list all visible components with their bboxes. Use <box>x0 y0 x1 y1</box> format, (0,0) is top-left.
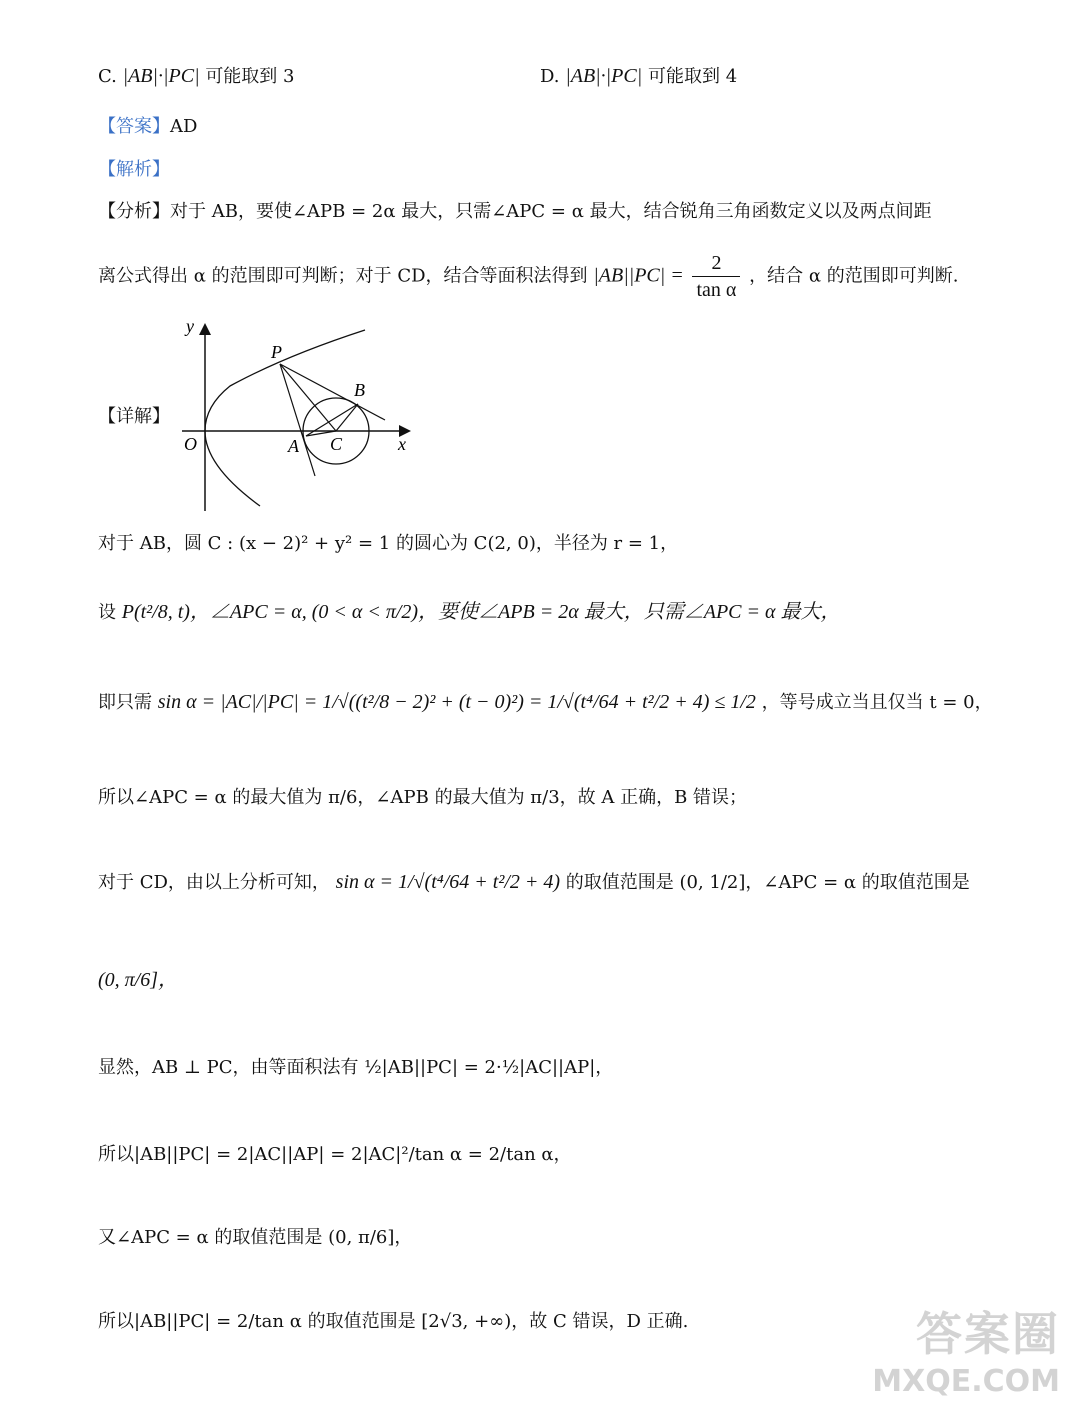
fenxi-tag: 【分析】 <box>98 201 170 222</box>
parabola-circle-figure <box>170 316 420 516</box>
label-p: P <box>271 342 282 362</box>
step-10: 所以|AB||PC| = 2/tan α 的取值范围是 [2√3, +∞)，故 C 错误，D 正确. <box>98 1311 689 1332</box>
step-9: 又∠APC = α 的取值范围是 (0, π/6]， <box>98 1227 413 1248</box>
option-d-expr: |AB|·|PC| <box>565 65 643 87</box>
label-c: C <box>330 434 343 454</box>
step-1: 对于 AB，圆 C : (x − 2)² + y² = 1 的圆心为 C(2, 0)，半径为 r = 1， <box>98 533 679 554</box>
step-5: 对于 CD，由以上分析可知， sin α = 1/√(t⁴/64 + t²/2 + 4) 的取值范围是 (0, 1/2]，∠APC = α 的取值范围是 <box>98 871 970 893</box>
option-c: C. |AB|·|PC| 可能取到 3 <box>98 65 295 87</box>
step-4: 所以∠APC = α 的最大值为 π/6，∠APB 的最大值为 π/3，故 A 正确，B 错误； <box>98 787 748 808</box>
watermark-logo: 答案圈 <box>916 1307 1060 1361</box>
analysis-tag: 【解析】 <box>98 159 170 180</box>
step-6: (0, π/6]， <box>98 969 179 991</box>
parabola-curve <box>205 330 365 506</box>
step-7: 显然，AB ⊥ PC，由等面积法有 ½|AB||PC| = 2·½|AC||AP|， <box>98 1057 614 1078</box>
detail-tag: 【详解】 <box>98 406 170 427</box>
label-o: O <box>184 434 197 454</box>
option-c-expr: |AB|·|PC| <box>122 65 200 87</box>
option-d: D. |AB|·|PC| 可能取到 4 <box>540 65 738 87</box>
fenxi-line-1: 【分析】对于 AB，要使∠APB = 2α 最大，只需∠APC = α 最大，结合锐角三角函数定义以及两点间距 <box>98 201 932 222</box>
label-x: x <box>398 434 406 454</box>
watermark <box>872 1298 1060 1399</box>
label-a: A <box>288 436 299 456</box>
answer-value: AD <box>170 116 198 137</box>
label-b: B <box>354 380 365 400</box>
answer-line <box>98 115 197 139</box>
step-2: 设 P(t²/8, t)，∠APC = α, (0 < α < π/2)，要使∠APB = 2α 最大，只需∠APC = α 最大， <box>98 601 841 623</box>
watermark-url: MXQE.COM <box>872 1364 1060 1399</box>
fenxi-line-2: 离公式得出 α 的范围即可判断；对于 CD，结合等面积法得到 |AB||PC| = $\frac{2}{\text{tan α}}$ ，结合 α 的范围即可判断. <box>98 252 959 301</box>
label-y: y <box>186 316 194 336</box>
answer-tag: 【答案】 <box>98 116 170 137</box>
step-3: 即只需 sin α = |AC|/|PC| = 1/√((t²/8 − 2)² + (t − 0)²) = 1/√(t⁴/64 + t²/2 + 4) ≤ 1/2 ，等号成立当且仅当 t = 0， <box>98 691 993 713</box>
step-8: 所以|AB||PC| = 2|AC||AP| = 2|AC|²/tan α = 2/tan α， <box>98 1144 572 1165</box>
